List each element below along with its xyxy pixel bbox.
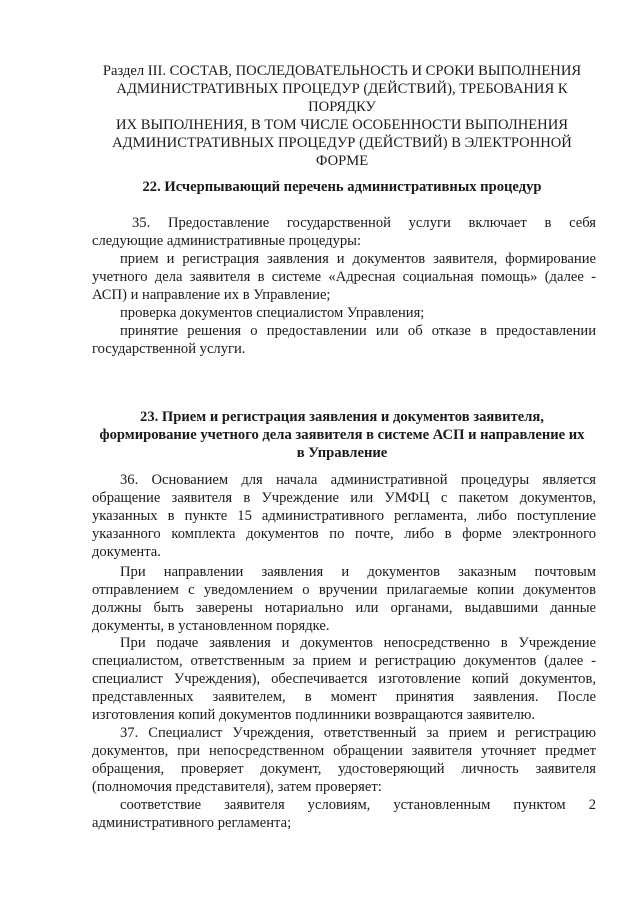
paragraph-line: следующие административные процедуры: (92, 233, 362, 249)
heading-line: формирование учетного дела заявителя в системе АСП и направление их (99, 427, 585, 443)
paragraph-line: административного регламента; (92, 815, 292, 831)
paragraph-line: документов, при непосредственном обращении заявителя уточняет предмет (92, 743, 596, 759)
paragraph-line: прием и регистрация заявления и документов заявителя, формирование (120, 251, 596, 267)
paragraph-line: документа. (92, 544, 161, 560)
paragraph-line: специалистом, ответственным за прием и регистрацию документов (далее - (92, 653, 596, 669)
paragraph-line: При подаче заявления и документов непосредственно в Учреждение (120, 635, 596, 651)
paragraph-line: специалист Учреждения), обеспечивается изготовление копий документов, (92, 671, 596, 687)
paragraph-line: отправлением с уведомлением о вручении прилагаемые копии документов (92, 582, 596, 598)
paragraph-line: 35. Предоставление государственной услуги включает в себя (132, 215, 596, 231)
paragraph-line: указанного комплекта документов по почте, либо в форме электронного (92, 526, 596, 542)
paragraph-line: обращения, проверяет документ, удостоверяющий личность заявителя (92, 761, 596, 777)
heading-22 (82, 178, 602, 196)
paragraph-line: 37. Специалист Учреждения, ответственный за прием и регистрацию (120, 725, 596, 741)
paragraph-37 (92, 724, 596, 832)
paragraph-line: проверка документов специалистом Управления; (120, 305, 425, 321)
paragraph-line: обращение заявителя в Учреждение или УМФЦ с пакетом документов, (92, 490, 596, 506)
paragraph-line: государственной услуги. (92, 341, 246, 357)
section-title-line: Раздел III. СОСТАВ, ПОСЛЕДОВАТЕЛЬНОСТЬ И СРОКИ ВЫПОЛНЕНИЯ (102, 63, 582, 79)
paragraph-line: принятие решения о предоставлении или об отказе в предоставлении (120, 323, 596, 339)
heading-line: 22. Исчерпывающий перечень административных процедур (142, 179, 542, 195)
paragraph-36c (92, 634, 596, 724)
heading-line: в Управление (296, 445, 388, 461)
paragraph-line: указанных в пункте 15 административного регламента, либо поступление (92, 508, 596, 524)
paragraph-line: изготовления копий документов подлинники возвращаются заявителю. (92, 707, 536, 723)
paragraph-line: соответствие заявителя условиям, установленным пунктом 2 (120, 797, 596, 813)
section-title-line: ИХ ВЫПОЛНЕНИЯ, В ТОМ ЧИСЛЕ ОСОБЕННОСТИ ВЫПОЛНЕНИЯ (115, 117, 568, 133)
paragraph-36b (92, 563, 596, 635)
section-title-line: АДМИНИСТРАТИВНЫХ ПРОЦЕДУР (ДЕЙСТВИЙ) В ЭЛЕКТРОННОЙ (112, 135, 572, 151)
heading-line: 23. Прием и регистрация заявления и документов заявителя, (140, 409, 544, 425)
paragraph-36 (92, 471, 596, 561)
paragraph-line: документы, в установленном порядке. (92, 618, 330, 634)
heading-23 (82, 408, 602, 462)
section-title-line: ПОРЯДКУ (308, 99, 376, 115)
paragraph-line: При направлении заявления и документов заказным почтовым (120, 564, 596, 580)
section-title-line: АДМИНИСТРАТИВНЫХ ПРОЦЕДУР (ДЕЙСТВИЙ), ТРЕБОВАНИЯ К (116, 81, 568, 97)
paragraph-line: 36. Основанием для начала административной процедуры является (120, 472, 596, 488)
section-title-line: ФОРМЕ (315, 153, 369, 169)
paragraph-line: АСП) и направление их в Управление; (92, 287, 331, 303)
paragraph-line: представленных заявителем, в момент принятия заявления. После (92, 689, 596, 705)
paragraph-line: (полномочия представителя), затем проверяет: (92, 779, 382, 795)
section-title (82, 62, 602, 170)
paragraph-35 (92, 214, 596, 358)
paragraph-line: должны быть заверены нотариально или органами, выдавшими данные (92, 600, 596, 616)
paragraph-line: учетного дела заявителя в системе «Адресная социальная помощь» (далее - (92, 269, 596, 285)
